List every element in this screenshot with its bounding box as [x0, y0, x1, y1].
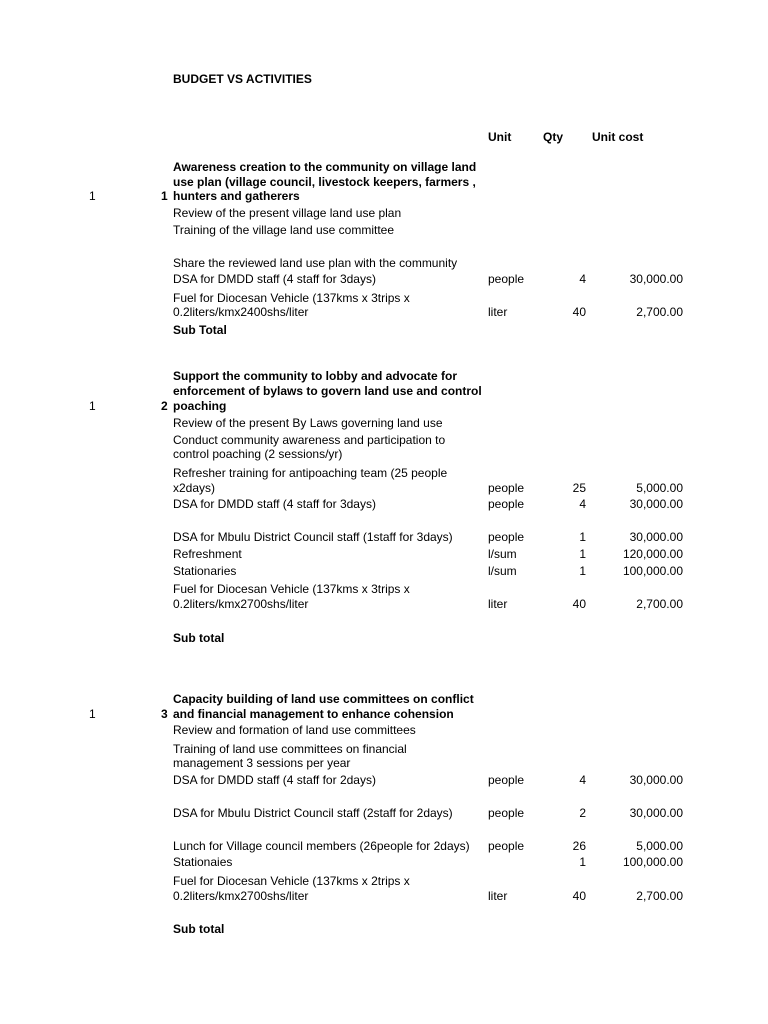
row-unit-cost: 5,000.00 — [636, 839, 683, 853]
row-unit: l/sum — [488, 547, 517, 561]
header-unit-cost: Unit cost — [592, 130, 644, 144]
activity-desc: Refreshment — [173, 547, 242, 561]
subtotal-label: Sub total — [173, 631, 225, 645]
activity-desc: Refresher training for antipoaching team (25 people — [173, 466, 448, 480]
row-qty: 2 — [579, 806, 586, 820]
row-qty: 26 — [572, 839, 586, 853]
row-qty: 40 — [572, 305, 586, 319]
activity-desc: Review of the present By Laws governing land use — [173, 416, 443, 430]
row-unit-cost: 100,000.00 — [622, 564, 683, 578]
section-heading-line: hunters and gatherers — [173, 189, 300, 203]
header-qty: Qty — [543, 130, 564, 144]
activity-desc: Training of land use committees on financial — [173, 742, 407, 756]
activity-desc: x2days) — [173, 481, 216, 495]
activity-desc: Review and formation of land use committees — [173, 723, 416, 737]
activity-desc: Stationaries — [173, 564, 237, 578]
row-unit: liter — [488, 305, 508, 319]
section-heading-line: Awareness creation to the community on village land — [173, 160, 477, 174]
activity-desc: 0.2liters/kmx2700shs/liter — [173, 597, 309, 611]
activity-desc: DSA for DMDD staff (4 staff for 3days) — [173, 497, 376, 511]
row-unit-cost: 2,700.00 — [636, 889, 683, 903]
activity-desc: Training of the village land use committee — [173, 223, 395, 237]
row-unit: people — [488, 497, 525, 511]
activity-desc: 0.2liters/kmx2400shs/liter — [173, 305, 309, 319]
activity-desc: Fuel for Diocesan Vehicle (137kms x 3trips x — [173, 291, 410, 305]
activity-desc: Fuel for Diocesan Vehicle (137kms x 2trips x — [173, 874, 410, 888]
header-unit: Unit — [488, 130, 512, 144]
subtotal-label: Sub total — [173, 922, 225, 936]
activity-desc: Lunch for Village council members (26people for 2days) — [173, 839, 470, 853]
section-number: 1 — [89, 189, 96, 203]
row-unit: people — [488, 839, 525, 853]
row-qty: 4 — [579, 272, 586, 286]
row-unit: people — [488, 773, 525, 787]
activity-desc: DSA for DMDD staff (4 staff for 2days) — [173, 773, 376, 787]
row-unit-cost: 100,000.00 — [622, 855, 683, 869]
row-unit-cost: 2,700.00 — [636, 597, 683, 611]
section-heading-line: use plan (village council, livestock keepers, farmers , — [173, 175, 476, 189]
row-unit-cost: 30,000.00 — [629, 272, 683, 286]
row-unit: people — [488, 272, 525, 286]
section-heading-line: Capacity building of land use committees on conflict — [173, 692, 474, 706]
activity-desc: control poaching (2 sessions/yr) — [173, 447, 343, 461]
row-qty: 4 — [579, 773, 586, 787]
row-unit-cost: 2,700.00 — [636, 305, 683, 319]
row-qty: 40 — [572, 889, 586, 903]
section-number: 1 — [89, 399, 96, 413]
row-unit-cost: 30,000.00 — [629, 530, 683, 544]
row-qty: 25 — [572, 481, 586, 495]
activity-desc: management 3 sessions per year — [173, 756, 351, 770]
row-qty: 1 — [579, 564, 586, 578]
row-unit-cost: 120,000.00 — [622, 547, 683, 561]
row-unit-cost: 5,000.00 — [636, 481, 683, 495]
row-unit-cost: 30,000.00 — [629, 773, 683, 787]
row-unit: liter — [488, 889, 508, 903]
row-qty: 4 — [579, 497, 586, 511]
activity-desc: 0.2liters/kmx2700shs/liter — [173, 889, 309, 903]
row-unit: people — [488, 530, 525, 544]
activity-desc: Share the reviewed land use plan with the community — [173, 256, 458, 270]
activity-desc: Stationaies — [173, 855, 233, 869]
row-unit: people — [488, 806, 525, 820]
subtotal-label: Sub Total — [173, 323, 227, 337]
row-qty: 1 — [579, 855, 586, 869]
section-heading-line: and financial management to enhance cohension — [173, 707, 454, 721]
row-unit: people — [488, 481, 525, 495]
activity-desc: Conduct community awareness and participation to — [173, 433, 446, 447]
activity-desc: DSA for Mbulu District Council staff (1staff for 3days) — [173, 530, 453, 544]
activity-desc: DSA for Mbulu District Council staff (2staff for 2days) — [173, 806, 453, 820]
row-qty: 40 — [572, 597, 586, 611]
page-title: BUDGET VS ACTIVITIES — [173, 72, 312, 86]
activity-desc: DSA for DMDD staff (4 staff for 3days) — [173, 272, 376, 286]
section-number: 1 — [89, 707, 96, 721]
section-sub-number: 3 — [161, 707, 168, 721]
row-qty: 1 — [579, 547, 586, 561]
section-sub-number: 2 — [161, 399, 168, 413]
section-heading-line: Support the community to lobby and advocate for — [173, 369, 458, 383]
row-qty: 1 — [579, 530, 586, 544]
activity-desc: Review of the present village land use plan — [173, 206, 402, 220]
row-unit: liter — [488, 597, 508, 611]
section-heading-line: poaching — [173, 399, 227, 413]
row-unit-cost: 30,000.00 — [629, 806, 683, 820]
row-unit-cost: 30,000.00 — [629, 497, 683, 511]
section-sub-number: 1 — [161, 189, 168, 203]
row-unit: l/sum — [488, 564, 517, 578]
activity-desc: Fuel for Diocesan Vehicle (137kms x 3trips x — [173, 582, 410, 596]
section-heading-line: enforcement of bylaws to govern land use and control — [173, 384, 482, 398]
